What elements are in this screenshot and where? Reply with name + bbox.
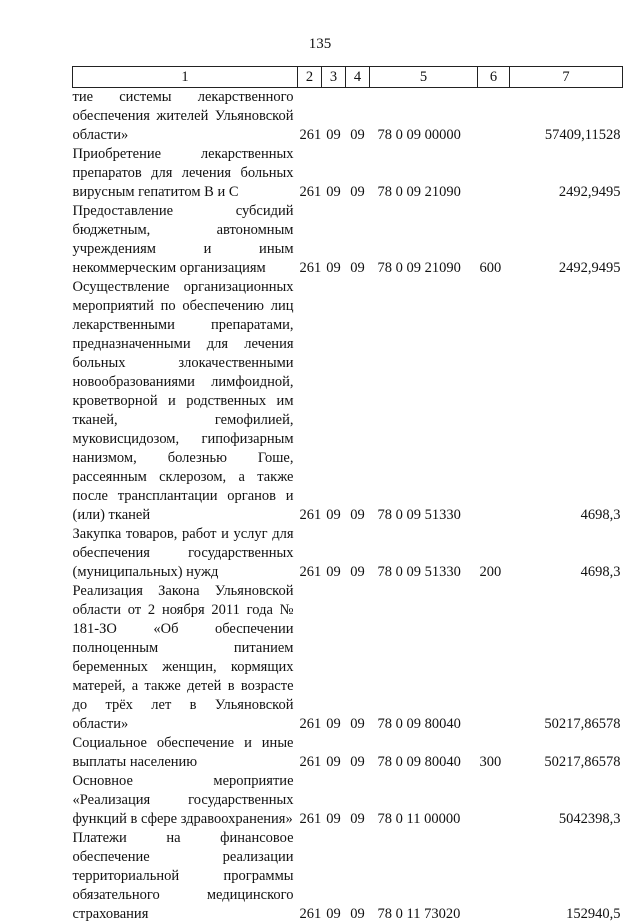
- row-ministry-code: 261: [298, 525, 322, 582]
- table-row: [73, 829, 623, 924]
- row-subsection-code: 09: [346, 525, 370, 582]
- row-ministry-code: 261: [298, 734, 322, 772]
- header-col-7: 7: [510, 67, 623, 88]
- header-col-4: 4: [346, 67, 370, 88]
- row-section-code: 09: [322, 734, 346, 772]
- page-number: 135: [0, 36, 640, 53]
- row-ministry-code: 261: [298, 772, 322, 829]
- row-section-code: 09: [322, 278, 346, 525]
- row-section-code: 09: [322, 88, 346, 146]
- row-ministry-code: 261: [298, 88, 322, 146]
- row-subsection-code: 09: [346, 772, 370, 829]
- row-subsection-code: 09: [346, 202, 370, 278]
- row-subsection-code: 09: [346, 734, 370, 772]
- row-section-code: 09: [322, 202, 346, 278]
- row-subsection-code: 09: [346, 278, 370, 525]
- row-section-code: 09: [322, 829, 346, 924]
- row-section-code: 09: [322, 145, 346, 202]
- table-row: [73, 525, 623, 582]
- row-expense-type: 300: [478, 734, 510, 772]
- row-subsection-code: 09: [346, 829, 370, 924]
- row-name: Приобретение лекарственных препаратов для лечения больных вирусным гепатитом В и С: [73, 145, 298, 202]
- header-col-1: 1: [73, 67, 298, 88]
- row-amount: 50217,86578: [510, 582, 623, 734]
- row-target-article: 78 0 09 51330: [370, 278, 478, 525]
- header-col-5: 5: [370, 67, 478, 88]
- budget-table: [72, 66, 623, 924]
- row-target-article: 78 0 09 80040: [370, 734, 478, 772]
- row-amount: 152940,5: [510, 829, 623, 924]
- row-expense-type: [478, 772, 510, 829]
- row-amount: 5042398,3: [510, 772, 623, 829]
- row-ministry-code: 261: [298, 278, 322, 525]
- row-amount: 4698,3: [510, 525, 623, 582]
- table-row: [73, 772, 623, 829]
- header-row: [73, 67, 623, 88]
- header-col-3: 3: [322, 67, 346, 88]
- row-section-code: 09: [322, 525, 346, 582]
- row-subsection-code: 09: [346, 145, 370, 202]
- header-col-6: 6: [478, 67, 510, 88]
- table-body: [73, 88, 623, 924]
- row-expense-type: [478, 88, 510, 146]
- row-name: Платежи на финансовое обеспечение реализации территориальной программы обязательного медицинского страхования: [73, 829, 298, 924]
- row-amount: 2492,9495: [510, 145, 623, 202]
- row-subsection-code: 09: [346, 88, 370, 146]
- row-section-code: 09: [322, 772, 346, 829]
- table-row: [73, 734, 623, 772]
- row-expense-type: 600: [478, 202, 510, 278]
- row-section-code: 09: [322, 582, 346, 734]
- row-target-article: 78 0 11 73020: [370, 829, 478, 924]
- table-row: [73, 88, 623, 146]
- row-name: Реализация Закона Ульяновской области от 2 ноября 2011 года № 181-ЗО «Об обеспечении полноценным питанием беременных женщин, кормящих матерей, а также детей в возрасте до трёх лет в Ульяновской области»: [73, 582, 298, 734]
- row-target-article: 78 0 09 51330: [370, 525, 478, 582]
- row-amount: 4698,3: [510, 278, 623, 525]
- row-ministry-code: 261: [298, 145, 322, 202]
- row-amount: 50217,86578: [510, 734, 623, 772]
- table-row: [73, 202, 623, 278]
- row-target-article: 78 0 09 21090: [370, 202, 478, 278]
- row-expense-type: 200: [478, 525, 510, 582]
- row-ministry-code: 261: [298, 202, 322, 278]
- row-expense-type: [478, 582, 510, 734]
- row-name: Предоставление субсидий бюджетным, автономным учреждениям и иным некоммерческим организациям: [73, 202, 298, 278]
- row-name: Закупка товаров, работ и услуг для обеспечения государственных (муниципальных) нужд: [73, 525, 298, 582]
- row-subsection-code: 09: [346, 582, 370, 734]
- row-name: Основное мероприятие «Реализация государственных функций в сфере здравоохранения»: [73, 772, 298, 829]
- table-row: [73, 582, 623, 734]
- row-expense-type: [478, 829, 510, 924]
- row-name: Социальное обеспечение и иные выплаты населению: [73, 734, 298, 772]
- row-ministry-code: 261: [298, 829, 322, 924]
- row-expense-type: [478, 145, 510, 202]
- row-target-article: 78 0 09 21090: [370, 145, 478, 202]
- row-name: Осуществление организационных мероприятий по обеспечению лиц лекарственными препаратами, предназначенными для лечения больных злокачественными новообразованиями лимфоидной, кроветворной и родственных им тканей, гемофилией, муковисцидозом, гипофизарным нанизмом, болезнью Гоше, рассеянным склерозом, а также после трансплантации органов и (или) тканей: [73, 278, 298, 525]
- table-header: [73, 67, 623, 88]
- row-amount: 57409,11528: [510, 88, 623, 146]
- row-target-article: 78 0 09 80040: [370, 582, 478, 734]
- row-ministry-code: 261: [298, 582, 322, 734]
- row-target-article: 78 0 09 00000: [370, 88, 478, 146]
- header-col-2: 2: [298, 67, 322, 88]
- row-name: тие системы лекарственного обеспечения жителей Ульяновской области»: [73, 88, 298, 146]
- table-row: [73, 278, 623, 525]
- table-row: [73, 145, 623, 202]
- row-expense-type: [478, 278, 510, 525]
- row-target-article: 78 0 11 00000: [370, 772, 478, 829]
- row-amount: 2492,9495: [510, 202, 623, 278]
